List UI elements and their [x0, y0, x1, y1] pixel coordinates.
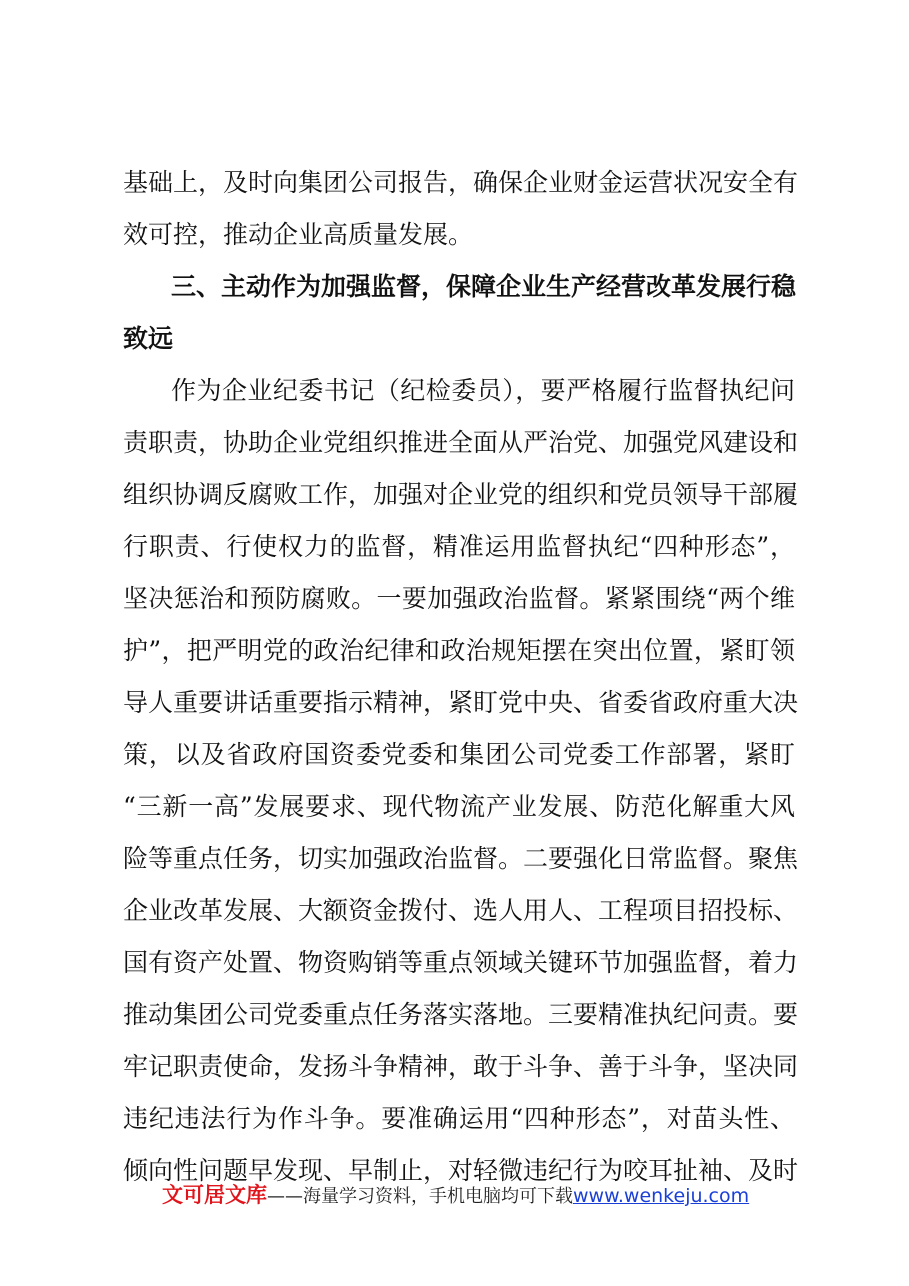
footer-brand: 文可居文库 — [162, 1183, 267, 1207]
text-line: 护”，把严明党的政治纪律和政治规矩摆在突出位置，紧盯领 — [123, 636, 795, 665]
section-heading: 三、主动作为加强监督，保障企业生产经营改革发展行稳 — [171, 272, 797, 301]
text-line: 行职责、行使权力的监督，精准运用监督执纪“四种形态”， — [123, 532, 795, 561]
text-line: 策，以及省政府国资委党委和集团公司党委工作部署，紧盯 — [123, 740, 795, 769]
text-line: 违纪违法行为作斗争。要准确运用“四种形态”，对苗头性、 — [123, 1104, 795, 1133]
text-line: 企业改革发展、大额资金拨付、选人用人、工程项目招投标、 — [123, 896, 799, 925]
footer-tagline: ——海量学习资料，手机电脑均可下载 — [267, 1186, 573, 1207]
paragraph-first-line: 作为企业纪委书记（纪检委员），要严格履行监督执纪问 — [171, 376, 795, 405]
footer-url-link[interactable]: www.wenkeju.com — [573, 1185, 750, 1207]
text-line: 国有资产处置、物资购销等重点领域关键环节加强监督，着力 — [123, 948, 799, 977]
text-line: 基础上，及时向集团公司报告，确保企业财金运营状况安全有 — [123, 168, 799, 197]
text-line: 效可控，推动企业高质量发展。 — [123, 220, 474, 249]
footer-banner — [162, 1180, 749, 1210]
text-line: 牢记职责使命，发扬斗争精神，敢于斗争、善于斗争，坚决同 — [123, 1052, 799, 1081]
text-line: “三新一高”发展要求、现代物流产业发展、防范化解重大风 — [123, 792, 795, 821]
text-line: 推动集团公司党委重点任务落实落地。三要精准执纪问责。要 — [123, 1000, 799, 1029]
text-line: 险等重点任务，切实加强政治监督。二要强化日常监督。聚焦 — [123, 844, 799, 873]
text-line: 责职责，协助企业党组织推进全面从严治党、加强党风建设和 — [123, 428, 799, 457]
text-line: 坚决惩治和预防腐败。一要加强政治监督。紧紧围绕“两个维 — [123, 584, 795, 613]
text-line: 倾向性问题早发现、早制止，对轻微违纪行为咬耳扯袖、及时 — [123, 1156, 799, 1185]
section-heading-continued: 致远 — [123, 324, 174, 353]
text-line: 组织协调反腐败工作，加强对企业党的组织和党员领导干部履 — [123, 480, 799, 509]
text-line: 导人重要讲话重要指示精神，紧盯党中央、省委省政府重大决 — [123, 688, 799, 717]
